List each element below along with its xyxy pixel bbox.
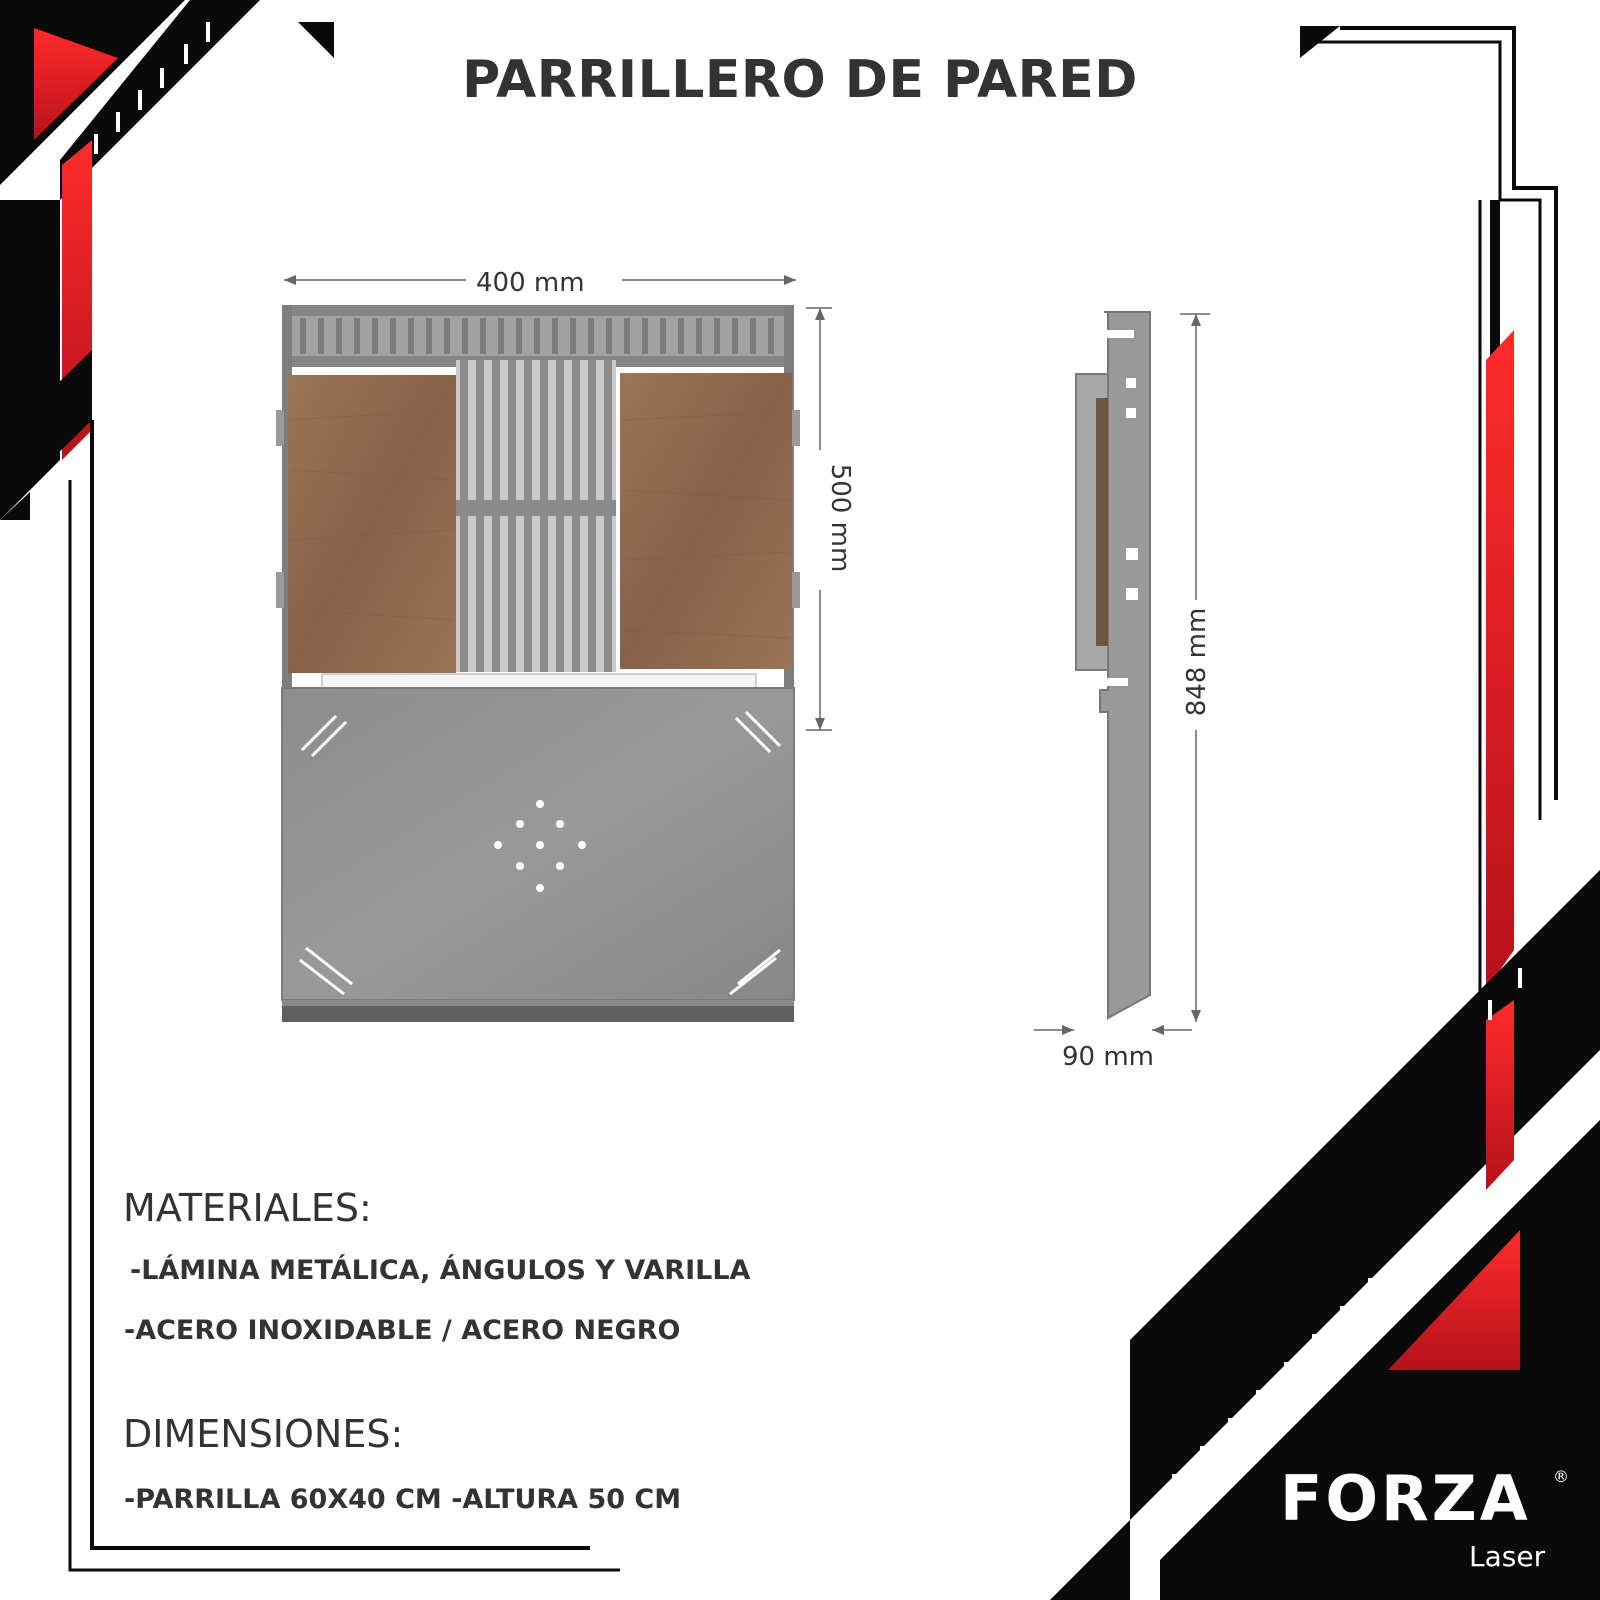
dimension-width-label: 400 mm (476, 268, 585, 298)
grill-front-view (276, 305, 800, 1022)
brand-logo: FORZA (1280, 1462, 1531, 1535)
page-title: PARRILLERO DE PARED (462, 50, 1138, 110)
dimension-depth-label: 90 mm (1062, 1042, 1155, 1072)
wood-board-left (288, 375, 456, 673)
materials-item: -ACERO INOXIDABLE / ACERO NEGRO (124, 1315, 681, 1346)
registered-mark: ® (1553, 1467, 1569, 1486)
materials-item: -LÁMINA METÁLICA, ÁNGULOS Y VARILLA (130, 1255, 751, 1286)
dimension-total-height-label: 848 mm (1182, 607, 1212, 717)
grill-side-view (1076, 312, 1150, 1018)
dimensions-heading: DIMENSIONES: (123, 1412, 404, 1456)
wood-board-right (620, 373, 792, 669)
materials-heading: MATERIALES: (123, 1186, 372, 1230)
brand-subtitle: Laser (1469, 1540, 1546, 1573)
dimension-height-label: 500 mm (825, 463, 855, 573)
dimensions-item: -PARRILLA 60X40 CM -ALTURA 50 CM (124, 1484, 682, 1515)
